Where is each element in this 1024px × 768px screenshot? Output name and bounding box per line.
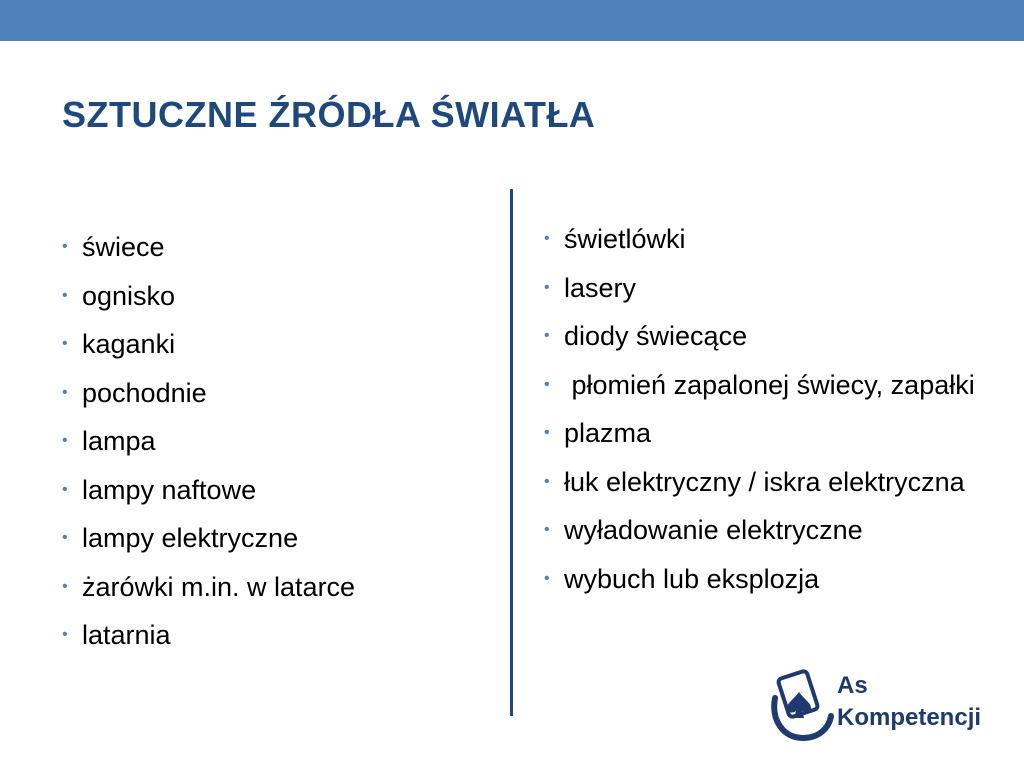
list-item-text: kaganki [82, 329, 176, 359]
right-bullet-list [544, 219, 984, 607]
list-item [544, 559, 984, 599]
list-item-text: lampa [82, 426, 156, 456]
list-item [544, 462, 984, 502]
list-item [62, 470, 492, 510]
list-item-text: ognisko [82, 280, 176, 311]
bullet-icon: • [544, 424, 550, 441]
list-item-text: lampy naftowe [82, 474, 257, 505]
bullet-icon: • [544, 569, 550, 587]
bullet-icon: • [544, 327, 550, 344]
list-item [544, 365, 984, 405]
list-item [544, 413, 984, 453]
list-item-text: lampy elektryczne [82, 523, 299, 553]
as-kompetencji-logo [769, 668, 1001, 744]
list-item [62, 421, 492, 461]
bullet-icon: • [62, 480, 68, 498]
list-item-text: latarnia [82, 620, 171, 650]
bullet-icon: • [544, 375, 550, 393]
list-item [62, 373, 492, 413]
bullet-icon: • [62, 432, 68, 449]
top-accent-bar [0, 0, 1024, 41]
list-item-text: płomień zapalonej świecy, zapałki [564, 369, 975, 400]
list-item [544, 219, 984, 259]
left-bullet-list [62, 227, 492, 664]
list-item-text: pochodnie [82, 377, 207, 408]
list-item-text: świece [82, 232, 165, 262]
column-divider [510, 189, 513, 716]
bullet-icon: • [544, 521, 550, 538]
spade-card-icon [769, 668, 835, 744]
logo-text-as: As [837, 672, 868, 699]
list-item-text: łuk elektryczny / iskra elektryczna [564, 466, 965, 497]
list-item-text: plazma [564, 418, 652, 448]
bullet-icon: • [62, 238, 68, 255]
slide-title: SZTUCZNE ŹRÓDŁA ŚWIATŁA [62, 94, 596, 135]
list-item [544, 510, 984, 550]
list-item-text: żarówki m.in. w latarce [82, 571, 356, 602]
list-item [62, 276, 492, 316]
list-item-text: diody świecące [564, 321, 748, 351]
list-item [544, 316, 984, 356]
list-item [62, 615, 492, 655]
bullet-icon: • [62, 383, 68, 401]
list-item [62, 324, 492, 364]
bullet-icon: • [62, 335, 68, 352]
list-item [62, 227, 492, 267]
list-item-text: lasery [564, 272, 637, 303]
bullet-icon: • [544, 278, 550, 296]
bullet-icon: • [544, 472, 550, 490]
list-item [544, 268, 984, 308]
logo-text-kompetencji: Kompetencji [837, 704, 982, 731]
bullet-icon: • [62, 286, 68, 304]
list-item-text: wyładowanie elektryczne [564, 515, 863, 545]
bullet-icon: • [62, 626, 68, 643]
list-item [62, 567, 492, 607]
bullet-icon: • [62, 529, 68, 546]
bullet-icon: • [62, 577, 68, 595]
bullet-icon: • [544, 230, 550, 247]
list-item-text: wybuch lub eksplozja [564, 563, 820, 594]
list-item-text: świetlówki [564, 224, 686, 254]
list-item [62, 518, 492, 558]
